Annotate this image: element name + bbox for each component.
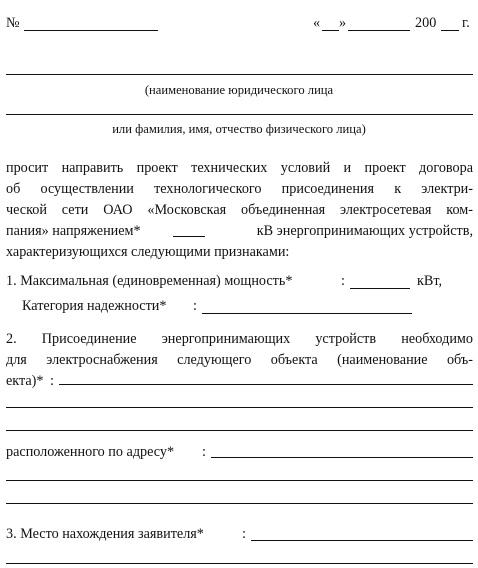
request-line-3: ческой сети ОАО «Московская объединенная электросетевая ком- (6, 202, 473, 218)
applicant-location-field-2[interactable] (6, 563, 473, 564)
address-label: расположенного по адресу* (6, 444, 175, 460)
individual-name-field[interactable] (6, 114, 473, 115)
reliability-field[interactable] (202, 313, 412, 314)
request-line-1: просит направить проект технических условий и проект договора (6, 160, 473, 176)
date-quote-close: » (339, 15, 347, 31)
applicant-location-colon: : (242, 526, 246, 542)
max-power-field[interactable] (350, 288, 410, 289)
number-label: № (6, 15, 20, 31)
number-field[interactable] (24, 30, 158, 31)
address-colon: : (202, 444, 206, 460)
object-name-field-1[interactable] (59, 384, 473, 385)
request-line-2: об осуществлении технологического присоединения к электри- (6, 181, 473, 197)
object-name-field-2[interactable] (6, 407, 473, 408)
item2-line-3: екта)* (6, 373, 44, 389)
max-power-unit: кВт, (417, 273, 443, 289)
date-quote-open: « (313, 15, 321, 31)
request-line-5: характеризующихся следующими признаками: (6, 244, 290, 260)
applicant-location-field-1[interactable] (251, 540, 473, 541)
date-day-field[interactable] (322, 30, 339, 31)
request-line-4-end: кВ энергопринимающих устройств, (256, 223, 473, 239)
item2-line-2: для электроснабжения следующего объекта (наименование объ- (6, 352, 473, 368)
individual-caption: или фамилия, имя, отчество физического лица) (112, 122, 366, 136)
date-year-suffix: г. (462, 15, 470, 31)
legal-entity-field[interactable] (6, 74, 473, 75)
max-power-label: 1. Максимальная (единовременная) мощность* (6, 273, 293, 289)
address-field-2[interactable] (6, 480, 473, 481)
reliability-colon: : (193, 298, 197, 314)
address-field-3[interactable] (6, 503, 473, 504)
date-year-field[interactable] (441, 30, 459, 31)
object-name-field-3[interactable] (6, 430, 473, 431)
voltage-field[interactable] (173, 236, 205, 237)
item2-line-1: 2. Присоединение энергопринимающих устройств необходимо (6, 331, 473, 347)
object-name-colon: : (50, 373, 54, 389)
date-year-prefix: 200 (415, 15, 437, 31)
request-line-4-start: пания» напряжением* (6, 223, 141, 239)
reliability-label: Категория надежности* (22, 298, 167, 314)
address-field-1[interactable] (211, 457, 473, 458)
applicant-location-label: 3. Место нахождения заявителя* (6, 526, 204, 542)
max-power-colon: : (341, 273, 345, 289)
date-month-field[interactable] (348, 30, 410, 31)
legal-entity-caption: (наименование юридического лица (144, 83, 334, 97)
